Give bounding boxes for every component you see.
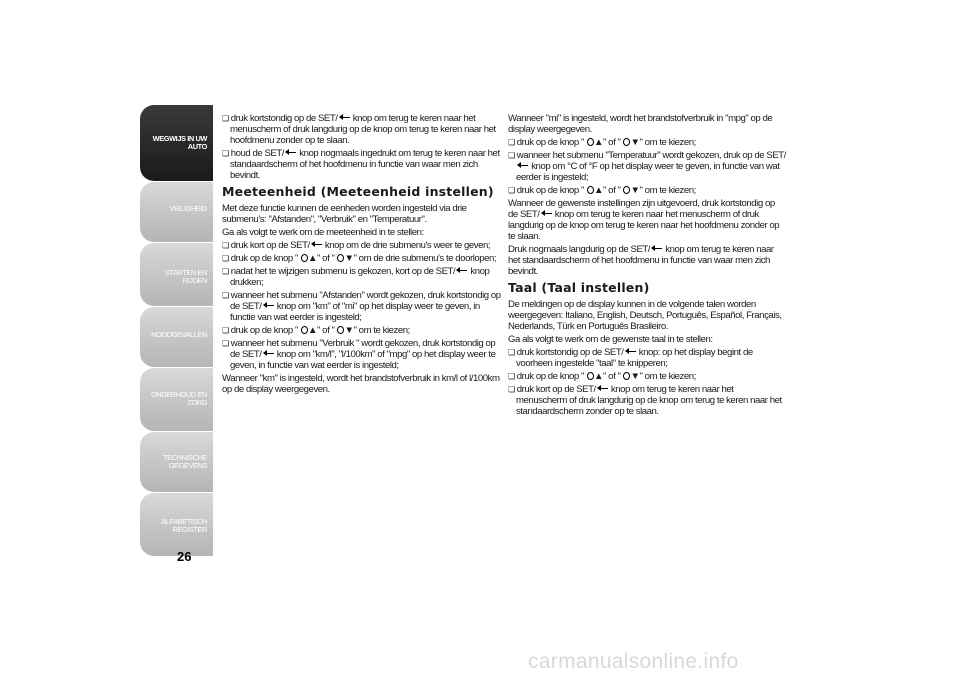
- light-icon: [334, 325, 344, 333]
- list-item: ❏ houd de SET/ knop nogmaals ingedrukt om terug te keren naar het standaardscherm of het hoofdmenu in functie van waar men zich bevindt.: [222, 148, 507, 181]
- light-icon: [620, 371, 630, 379]
- tab-veiligheid[interactable]: VEILIGHEID: [140, 182, 213, 242]
- return-arrow-icon: [540, 209, 553, 217]
- list-item: ❏ druk kort op de SET/ knop om de drie submenu's weer te geven;: [222, 240, 507, 251]
- watermark: carmanualsonline.info: [528, 650, 739, 673]
- list-item: ❏ wanneer het submenu "Afstanden" wordt gekozen, druk kortstondig op de SET/ knop om "km" of "mi" op het display weer te geven, in functie van wat eerder is ingesteld;: [222, 290, 507, 323]
- tab-starten-en-rijden[interactable]: STARTEN EN RIJDEN: [140, 243, 213, 306]
- return-arrow-icon: [284, 148, 297, 156]
- light-icon: [298, 325, 308, 333]
- light-icon: [298, 253, 308, 261]
- list-item: ❏ druk op de knop " ▲" of " ▼" om te kiezen;: [222, 325, 507, 336]
- right-column: [508, 113, 786, 419]
- section-heading: Taal (Taal instellen): [508, 280, 650, 295]
- list-item: ❏ druk op de knop " ▲" of " ▼" om te kiezen;: [508, 185, 786, 196]
- paragraph: Ga als volgt te werk om de meeteenheid in te stellen:: [222, 227, 424, 238]
- list-item: ❏ druk op de knop " ▲" of " ▼" om te kiezen;: [508, 137, 786, 148]
- return-arrow-icon: [624, 347, 637, 355]
- return-arrow-icon: [262, 349, 275, 357]
- return-arrow-icon: [596, 384, 609, 392]
- list-item: ❏ druk kort op de SET/ knop om terug te keren naar het menuscherm of druk langdurig op de knop om terug te keren naar het standaardscherm zonder op te slaan.: [508, 384, 786, 417]
- return-arrow-icon: [650, 244, 663, 252]
- paragraph: Wanneer de gewenste instellingen zijn uitgevoerd, druk kortstondig op de SET/ knop om terug te keren naar het menuscherm of druk langdurig op de knop om terug te keren naar het hoofdmenu zonder op te slaan.: [508, 198, 780, 242]
- light-icon: [584, 137, 594, 145]
- list-item: ❏ druk kortstondig op de SET/ knop: op het display begint de voorheen ingestelde "taal" te knipperen;: [508, 347, 786, 369]
- tab-alfabetisch-register[interactable]: ALFABETISCH REGISTER: [140, 493, 213, 556]
- light-icon: [334, 253, 344, 261]
- tab-wegwijs-in-uw-auto[interactable]: WEGWIJS IN UW AUTO: [140, 105, 213, 181]
- list-item: ❏ wanneer het submenu "Verbruik " wordt gekozen, druk kortstondig op de SET/ knop om "km/l", "l/100km" of "mpg" op het display weer te geven, in functie van wat eerder is ingesteld;: [222, 338, 507, 371]
- return-arrow-icon: [310, 240, 323, 248]
- return-arrow-icon: [262, 301, 275, 309]
- tab-onderhoud-en-zorg[interactable]: ONDERHOUD EN ZORG: [140, 368, 213, 431]
- section-heading: Meeteenheid (Meeteenheid instellen): [222, 184, 494, 199]
- left-column: [222, 113, 507, 397]
- paragraph: De meldingen op de display kunnen in de volgende talen worden weergegeven: Italiano, English, Deutsch, Português, Español, Français, Nederlands, Türk en Português Brasileiro.: [508, 299, 782, 332]
- light-icon: [584, 371, 594, 379]
- light-icon: [584, 185, 594, 193]
- paragraph: Met deze functie kunnen de eenheden worden ingesteld via drie submenu's: "Afstanden", "Verbruik" en "Temperatuur".: [222, 203, 467, 225]
- chapter-sidebar: [140, 105, 213, 557]
- paragraph: Druk nogmaals langdurig op de SET/ knop om terug te keren naar het standaardscherm of het hoofdmenu in functie van waar men zich bevindt.: [508, 244, 774, 277]
- list-item: ❏ druk op de knop " ▲" of " ▼" om de drie submenu's te doorlopen;: [222, 253, 507, 264]
- tab-technische-gegevens[interactable]: TECHNISCHE GEGEVENS: [140, 432, 213, 492]
- paragraph: Ga als volgt te werk om de gewenste taal in te stellen:: [508, 334, 713, 345]
- return-arrow-icon: [338, 113, 351, 121]
- paragraph: Wanneer "mi" is ingesteld, wordt het brandstofverbruik in "mpg" op de display weergegeven.: [508, 113, 773, 135]
- tab-noodgevallen[interactable]: NOODGEVALLEN: [140, 307, 213, 367]
- list-item: ❏ nadat het te wijzigen submenu is gekozen, kort op de SET/ knop drukken;: [222, 266, 507, 288]
- return-arrow-icon: [455, 266, 468, 274]
- return-arrow-icon: [516, 161, 529, 169]
- list-item: ❏ druk op de knop " ▲" of " ▼" om te kiezen;: [508, 371, 786, 382]
- page-number: 26: [177, 549, 192, 564]
- list-item: ❏ wanneer het submenu "Temperatuur" wordt gekozen, druk op de SET/ knop om °C of °F op het display weer te geven, in functie van wat eerder is ingesteld;: [508, 150, 786, 183]
- light-icon: [620, 185, 630, 193]
- list-item: ❏ druk kortstondig op de SET/ knop om terug te keren naar het menuscherm of druk langdurig op de knop om terug te keren naar het hoofdmenu zonder op te slaan.: [222, 113, 507, 146]
- light-icon: [620, 137, 630, 145]
- paragraph: Wanneer "km" is ingesteld, wordt het brandstofverbruik in km/l of l/100km op de display weergegeven.: [222, 373, 500, 395]
